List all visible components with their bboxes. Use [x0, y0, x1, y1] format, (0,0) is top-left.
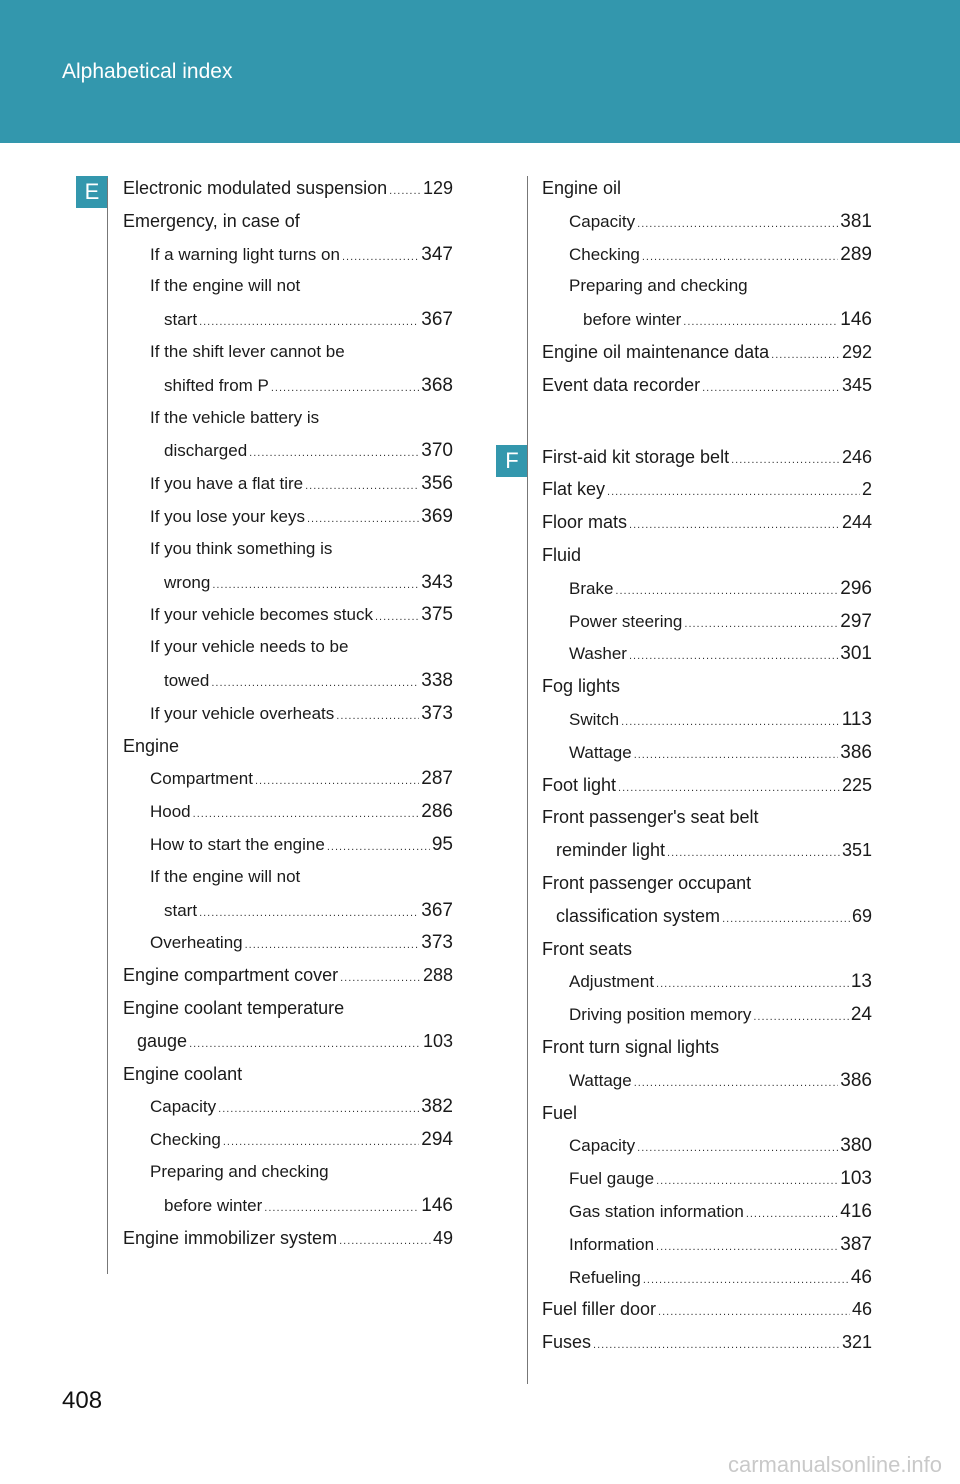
index-entry	[542, 578, 872, 611]
index-entry	[542, 1267, 872, 1300]
page-header	[0, 0, 960, 143]
dot-leader	[702, 382, 840, 394]
entry-page-number: 103	[422, 1030, 453, 1051]
index-entry	[123, 276, 453, 309]
entry-label: Brake	[569, 578, 614, 598]
entry-page-number: 46	[851, 1299, 872, 1320]
dot-leader	[305, 480, 419, 492]
index-entry	[123, 932, 453, 965]
index-entry	[123, 1031, 453, 1064]
dot-leader	[327, 841, 430, 853]
index-entry	[123, 670, 453, 703]
entry-label: If your vehicle becomes stuck	[150, 605, 373, 625]
index-entry	[123, 900, 453, 933]
index-entry	[123, 1096, 453, 1129]
entry-label: classification system	[556, 905, 721, 926]
index-entry	[123, 244, 453, 277]
entry-label: Engine immobilizer system	[123, 1227, 338, 1248]
index-entry	[123, 637, 453, 670]
dot-leader	[342, 251, 419, 263]
index-entry	[542, 742, 872, 775]
index-entry	[542, 709, 872, 742]
entry-page-number: 381	[840, 210, 872, 232]
entry-label: Front seats	[542, 938, 633, 959]
index-entry	[542, 1135, 872, 1168]
entry-label: If the vehicle battery is	[150, 407, 320, 427]
entry-label: Compartment	[150, 769, 253, 789]
entry-label: Information	[569, 1234, 655, 1254]
entry-label: Washer	[569, 644, 627, 664]
entry-page-number: 49	[432, 1227, 453, 1248]
dot-leader	[667, 847, 840, 859]
index-entry	[123, 440, 453, 473]
entry-label: shifted from P	[164, 375, 269, 395]
entry-label: How to start the engine	[150, 834, 325, 854]
dot-leader	[245, 939, 420, 951]
entry-page-number: 367	[421, 899, 453, 921]
entry-label: before winter	[583, 310, 682, 330]
index-entry	[542, 1103, 872, 1136]
dot-leader	[722, 913, 850, 925]
index-entry	[542, 545, 872, 578]
index-entry	[123, 375, 453, 408]
entry-page-number: 367	[421, 309, 453, 331]
dot-leader	[271, 382, 419, 394]
dot-leader	[339, 1235, 431, 1247]
entry-label: Wattage	[569, 1070, 632, 1090]
entry-label: Switch	[569, 709, 620, 729]
entry-page-number: 347	[421, 243, 453, 265]
entry-label: First-aid kit storage belt	[542, 446, 730, 467]
dot-leader	[212, 579, 419, 591]
entry-page-number: 369	[421, 505, 453, 527]
entry-page-number: 244	[841, 512, 872, 533]
index-entry	[542, 971, 872, 1004]
dot-leader	[264, 1202, 419, 1214]
index-entry	[542, 1299, 872, 1332]
index-entry	[542, 611, 872, 644]
dot-leader	[615, 585, 838, 597]
index-entry	[542, 1037, 872, 1070]
dot-leader	[211, 677, 419, 689]
entry-label: If the engine will not	[150, 276, 301, 296]
entry-page-number: 288	[422, 965, 453, 986]
index-entry	[123, 1228, 453, 1261]
entry-label: Event data recorder	[542, 374, 701, 395]
index-entry	[123, 473, 453, 506]
entry-page-number: 368	[421, 374, 453, 396]
entry-page-number: 294	[421, 1129, 453, 1151]
index-entry	[542, 479, 872, 512]
dot-leader	[658, 1306, 850, 1318]
index-entry	[542, 211, 872, 244]
entry-label: Capacity	[569, 211, 636, 231]
entry-page-number: 292	[841, 341, 872, 362]
entry-label: Checking	[150, 1130, 221, 1150]
dot-leader	[340, 972, 421, 984]
index-entry	[542, 807, 872, 840]
dot-leader	[731, 454, 840, 466]
entry-page-number: 24	[850, 1004, 872, 1026]
dot-leader	[618, 782, 840, 794]
index-entry	[123, 506, 453, 539]
entry-label: Capacity	[150, 1097, 217, 1117]
entry-page-number: 356	[421, 473, 453, 495]
dot-leader	[629, 650, 838, 662]
entry-page-number: 373	[421, 932, 453, 954]
entry-label: Refueling	[569, 1267, 641, 1287]
entry-page-number: 69	[851, 905, 872, 926]
index-entry	[123, 604, 453, 637]
entry-label: Engine compartment cover	[123, 965, 339, 986]
entry-page-number: 225	[841, 774, 872, 795]
index-entry	[542, 447, 872, 480]
entry-label: wrong	[164, 572, 211, 592]
index-entry	[542, 1201, 872, 1234]
entry-page-number: 103	[840, 1168, 872, 1190]
index-entry	[123, 801, 453, 834]
entry-page-number: 373	[421, 702, 453, 724]
entry-label: If your vehicle overheats	[150, 703, 335, 723]
entry-label: gauge	[137, 1030, 188, 1051]
entry-page-number: 146	[840, 309, 872, 331]
entry-label: Driving position memory	[569, 1005, 752, 1025]
entry-label: If the engine will not	[150, 866, 301, 886]
entry-label: Engine oil	[542, 178, 622, 198]
entry-label: Front passenger's seat belt	[542, 807, 759, 828]
section-tab-e: E	[76, 176, 108, 208]
index-entry	[542, 375, 872, 408]
dot-leader	[683, 316, 838, 328]
entry-label: Foot light	[542, 774, 617, 795]
column-divider-right	[527, 176, 528, 1384]
entry-label: Adjustment	[569, 972, 655, 992]
index-entry	[123, 834, 453, 867]
header-title: Alphabetical index	[62, 60, 233, 83]
entry-label: Fluid	[542, 544, 582, 565]
entry-page-number: 297	[840, 610, 872, 632]
index-entry	[123, 539, 453, 572]
index-entry	[542, 643, 872, 676]
dot-leader	[746, 1208, 838, 1220]
index-entry	[123, 572, 453, 605]
entry-label: Floor mats	[542, 512, 628, 533]
index-entry	[123, 736, 453, 769]
entry-label: Engine coolant temperature	[123, 997, 345, 1018]
entry-page-number: 46	[850, 1266, 872, 1288]
index-entry	[123, 768, 453, 801]
index-entry	[123, 1195, 453, 1228]
entry-label: If a warning light turns on	[150, 244, 340, 264]
index-entry	[542, 873, 872, 906]
entry-label: Gas station information	[569, 1201, 744, 1221]
entry-label: Overheating	[150, 933, 243, 953]
entry-label: If you have a flat tire	[150, 474, 304, 494]
dot-leader	[637, 1142, 838, 1154]
index-entry	[123, 867, 453, 900]
dot-leader	[593, 1339, 840, 1351]
entry-page-number: 95	[431, 833, 453, 855]
entry-page-number: 387	[840, 1233, 872, 1255]
entry-page-number: 301	[840, 643, 872, 665]
section-tab-f: F	[496, 445, 528, 477]
entry-label: before winter	[164, 1195, 263, 1215]
entry-label: Capacity	[569, 1136, 636, 1156]
entry-page-number: 386	[840, 1069, 872, 1091]
index-entry	[123, 1064, 453, 1097]
page-number: 408	[62, 1387, 103, 1414]
entry-page-number: 246	[841, 446, 872, 467]
index-entry	[542, 1004, 872, 1037]
entry-page-number: 370	[421, 440, 453, 462]
entry-label: Emergency, in case of	[123, 210, 300, 231]
index-entry	[542, 276, 872, 309]
entry-label: Checking	[569, 244, 640, 264]
dot-leader	[643, 1274, 849, 1286]
entry-page-number: 296	[840, 577, 872, 599]
index-entry	[542, 342, 872, 375]
entry-label: start	[164, 900, 198, 920]
entry-label: Fuel gauge	[569, 1169, 655, 1189]
entry-label: Flat key	[542, 479, 606, 500]
entry-label: Front passenger occupant	[542, 872, 752, 893]
index-entry	[542, 178, 872, 211]
entry-page-number: 146	[421, 1194, 453, 1216]
index-section-e-continued	[542, 178, 872, 408]
dot-leader	[642, 251, 838, 263]
index-entry	[123, 965, 453, 998]
index-entry	[542, 939, 872, 972]
entry-page-number: 113	[841, 708, 872, 730]
index-column-left	[123, 178, 453, 1260]
dot-leader	[656, 1241, 838, 1253]
dot-leader	[771, 349, 840, 361]
index-entry	[542, 676, 872, 709]
entry-label: Wattage	[569, 742, 632, 762]
dot-leader	[634, 1077, 839, 1089]
index-entry	[542, 244, 872, 277]
entry-label: Engine	[123, 735, 180, 756]
entry-page-number: 380	[840, 1135, 872, 1157]
entry-label: reminder light	[556, 840, 666, 861]
dot-leader	[607, 486, 860, 498]
index-entry	[542, 309, 872, 342]
entry-label: If your vehicle needs to be	[150, 637, 349, 657]
index-entry	[123, 211, 453, 244]
entry-label: Fuel filler door	[542, 1299, 657, 1320]
dot-leader	[249, 447, 419, 459]
index-entry	[123, 998, 453, 1031]
entry-page-number: 286	[421, 801, 453, 823]
entry-label: Engine oil maintenance data	[542, 341, 770, 362]
entry-page-number: 343	[421, 571, 453, 593]
dot-leader	[336, 710, 419, 722]
entry-label: If you think something is	[150, 538, 333, 558]
dot-leader	[223, 1136, 419, 1148]
dot-leader	[634, 749, 839, 761]
entry-label: Preparing and checking	[150, 1161, 329, 1181]
entry-label: discharged	[164, 441, 248, 461]
entry-page-number: 351	[841, 840, 872, 861]
dot-leader	[656, 978, 849, 990]
dot-leader	[621, 716, 840, 728]
index-entry	[542, 775, 872, 808]
index-section-f	[542, 447, 872, 1365]
index-entry	[542, 1168, 872, 1201]
index-entry	[123, 1162, 453, 1195]
dot-leader	[307, 513, 419, 525]
index-entry	[542, 1234, 872, 1267]
dot-leader	[656, 1175, 838, 1187]
entry-label: Fuel	[542, 1102, 578, 1123]
entry-label: Engine coolant	[123, 1063, 243, 1084]
section-gap	[542, 408, 872, 447]
index-entry	[123, 703, 453, 736]
index-entry	[542, 840, 872, 873]
entry-page-number: 13	[850, 971, 872, 993]
index-entry	[123, 178, 453, 211]
entry-page-number: 321	[841, 1332, 872, 1353]
entry-label: Fog lights	[542, 676, 621, 697]
index-entry	[123, 309, 453, 342]
entry-label: towed	[164, 670, 210, 690]
column-divider-left	[107, 178, 108, 1274]
entry-label: Preparing and checking	[569, 276, 748, 296]
index-entry	[123, 342, 453, 375]
entry-label: Power steering	[569, 611, 683, 631]
dot-leader	[637, 218, 838, 230]
entry-label: Hood	[150, 802, 191, 822]
entry-page-number: 386	[840, 741, 872, 763]
entry-label: Fuses	[542, 1332, 592, 1353]
entry-label: If the shift lever cannot be	[150, 341, 345, 361]
index-entry	[123, 408, 453, 441]
index-column-right	[542, 178, 872, 1365]
index-entry	[542, 1070, 872, 1103]
entry-label: Electronic modulated suspension	[123, 178, 388, 198]
dot-leader	[684, 618, 838, 630]
dot-leader	[199, 316, 419, 328]
entry-page-number: 375	[421, 604, 453, 626]
index-entry	[542, 906, 872, 939]
entry-label: Front turn signal lights	[542, 1036, 720, 1057]
dot-leader	[375, 611, 419, 623]
dot-leader	[199, 907, 419, 919]
dot-leader	[218, 1103, 419, 1115]
entry-label: start	[164, 310, 198, 330]
entry-page-number: 129	[422, 178, 453, 198]
entry-page-number: 289	[840, 243, 872, 265]
dot-leader	[753, 1011, 849, 1023]
entry-label: If you lose your keys	[150, 506, 305, 526]
entry-page-number: 338	[421, 669, 453, 691]
entry-page-number: 345	[841, 374, 872, 395]
dot-leader	[189, 1038, 421, 1050]
index-entry	[542, 512, 872, 545]
entry-page-number: 416	[840, 1200, 872, 1222]
dot-leader	[629, 519, 840, 531]
index-entry	[123, 1129, 453, 1162]
entry-page-number: 287	[421, 768, 453, 790]
entry-page-number: 2	[861, 479, 872, 500]
index-entry	[542, 1332, 872, 1365]
dot-leader	[193, 808, 420, 820]
dot-leader	[255, 775, 419, 787]
dot-leader	[389, 185, 421, 197]
entry-page-number: 382	[421, 1096, 453, 1118]
watermark: carmanualsonline.info	[727, 1452, 942, 1477]
